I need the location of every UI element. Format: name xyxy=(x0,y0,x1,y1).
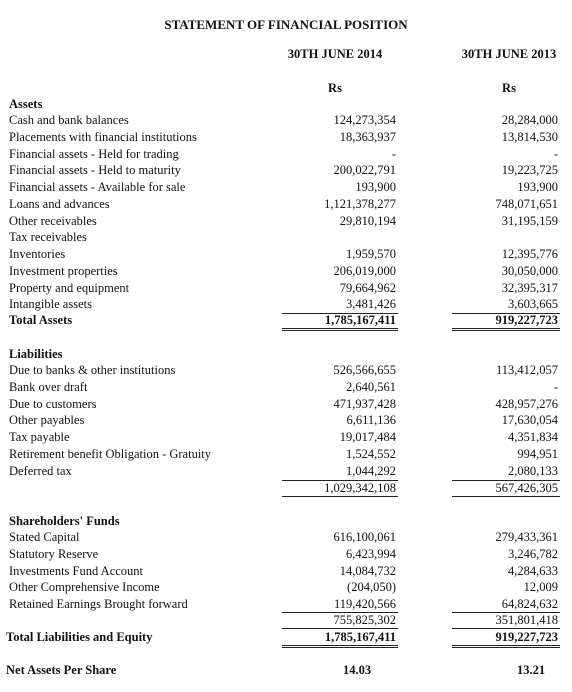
nav-per-share-2013: 13.21 xyxy=(516,663,546,677)
row-value-2013: 3,603,665 xyxy=(508,297,558,312)
row-label: Due to banks & other institutions xyxy=(9,363,176,377)
section-heading-equity: Shareholders' Funds xyxy=(9,514,120,528)
row-value-2013: 32,395,317 xyxy=(501,280,558,295)
row-label: Other Comprehensive Income xyxy=(9,580,160,595)
row-value-2014: 79,664,962 xyxy=(339,280,396,295)
row-value-2014: 18,363,937 xyxy=(339,129,396,144)
row-value-2014: 19,017,484 xyxy=(339,430,396,444)
row-value-2014: 3,481,426 xyxy=(346,297,396,312)
equity-subtotal-2013: 351,801,418 xyxy=(495,613,558,627)
row-value-2014: 124,273,354 xyxy=(333,113,396,127)
column-header-2013: 30TH JUNE 2013 xyxy=(461,47,557,61)
row-label: Tax payable xyxy=(9,430,70,444)
row-value-2014: 14,084,732 xyxy=(339,563,396,578)
double-underline xyxy=(282,647,398,648)
row-label: Deferred tax xyxy=(9,463,72,478)
row-label: Investments Fund Account xyxy=(9,563,144,578)
page-title: STATEMENT OF FINANCIAL POSITION xyxy=(164,17,408,32)
row-value-2013: 748,071,651 xyxy=(495,196,558,211)
row-value-2014: 1,121,378,277 xyxy=(324,196,396,211)
row-value-2013: 12,009 xyxy=(523,580,558,595)
double-underline xyxy=(452,645,560,646)
total-liabilities-equity-label: Total Liabilities and Equity xyxy=(6,630,153,644)
row-label: Bank over draft xyxy=(9,379,88,394)
section-heading-assets: Assets xyxy=(9,97,43,111)
divider-line xyxy=(452,628,560,629)
total-assets-2013: 919,227,723 xyxy=(495,313,558,327)
row-value-2013: 994,951 xyxy=(517,446,558,461)
double-underline xyxy=(282,328,398,329)
row-value-2014: 200,022,791 xyxy=(333,163,396,178)
double-underline xyxy=(282,330,398,331)
row-label: Placements with financial institutions xyxy=(9,129,197,144)
nav-per-share-2014: 14.03 xyxy=(342,663,372,677)
row-value-2014: 206,019,000 xyxy=(333,263,396,278)
row-label: Financial assets - Held for trading xyxy=(9,146,179,161)
row-value-2014: 29,810,194 xyxy=(339,213,396,228)
row-value-2013: 4,284,633 xyxy=(508,563,558,578)
double-underline xyxy=(452,647,560,648)
row-value-2014: 471,937,428 xyxy=(333,396,396,411)
row-label: Investment properties xyxy=(9,263,118,278)
row-value-2014: 6,611,136 xyxy=(346,413,396,428)
row-label: Intangible assets xyxy=(9,297,92,312)
row-value-2014: 2,640,561 xyxy=(346,379,396,394)
row-label: Due to customers xyxy=(9,396,97,411)
row-value-2013: 4,351,834 xyxy=(508,430,558,444)
row-label: Loans and advances xyxy=(9,196,110,211)
row-label: Financial assets - Held to maturity xyxy=(9,163,181,178)
row-value-2014: 119,420,566 xyxy=(333,597,396,611)
liabilities-subtotal-2014: 1,029,342,108 xyxy=(324,481,396,495)
row-value-2013: 17,630,054 xyxy=(501,413,558,428)
row-value-2013: 30,050,000 xyxy=(501,263,558,278)
total-liabilities-equity-2014: 1,785,167,411 xyxy=(324,630,396,644)
row-label: Other receivables xyxy=(9,213,97,228)
row-value-2013: - xyxy=(553,379,558,394)
total-assets-label: Total Assets xyxy=(9,313,73,327)
total-assets-2014: 1,785,167,411 xyxy=(324,313,396,327)
row-label: Retirement benefit Obligation - Gratuity xyxy=(9,446,212,461)
row-label: Stated Capital xyxy=(9,530,80,544)
row-value-2013: 12,395,776 xyxy=(501,247,558,261)
row-value-2013: 13,814,530 xyxy=(501,129,558,144)
row-value-2013: 28,284,000 xyxy=(501,113,558,127)
divider-line xyxy=(282,496,398,497)
row-value-2013: 3,246,782 xyxy=(508,546,558,561)
section-heading-liabilities: Liabilities xyxy=(9,347,63,361)
divider-line xyxy=(452,496,560,497)
row-value-2014: 1,524,552 xyxy=(346,446,396,461)
row-value-2013: 428,957,276 xyxy=(495,396,558,411)
row-value-2013: 2,080,133 xyxy=(508,463,558,478)
row-label: Financial assets - Available for sale xyxy=(9,180,186,194)
row-label: Property and equipment xyxy=(9,280,130,295)
row-value-2013: - xyxy=(553,146,558,161)
row-value-2013: 31,195,159 xyxy=(501,213,558,228)
column-header-2014: 30TH JUNE 2014 xyxy=(287,47,383,61)
double-underline xyxy=(452,328,560,329)
row-value-2014: 1,959,570 xyxy=(346,247,396,261)
row-value-2014: (204,050) xyxy=(347,580,396,595)
row-value-2014: 616,100,061 xyxy=(333,530,396,544)
row-value-2014: - xyxy=(391,146,396,161)
row-label: Statutory Reserve xyxy=(9,546,99,561)
row-value-2014: 6,423,994 xyxy=(346,546,396,561)
total-liabilities-equity-2013: 919,227,723 xyxy=(495,630,558,644)
row-label: Other payables xyxy=(9,413,85,428)
divider-line xyxy=(282,628,398,629)
row-value-2014: 1,044,292 xyxy=(346,463,396,478)
currency-label-2014: Rs xyxy=(328,81,342,95)
row-label: Tax receivables xyxy=(9,230,87,245)
row-value-2014: 526,566,655 xyxy=(333,363,396,377)
row-label: Cash and bank balances xyxy=(9,113,129,127)
double-underline xyxy=(282,645,398,646)
row-label: Inventories xyxy=(9,247,66,261)
row-value-2013: 19,223,725 xyxy=(501,163,558,178)
equity-subtotal-2014: 755,825,302 xyxy=(333,613,396,627)
double-underline xyxy=(452,330,560,331)
currency-label-2013: Rs xyxy=(502,81,516,95)
row-value-2013: 279,433,361 xyxy=(495,530,558,544)
liabilities-subtotal-2013: 567,426,305 xyxy=(495,481,558,495)
row-value-2013: 193,900 xyxy=(517,180,558,194)
nav-per-share-label: Net Assets Per Share xyxy=(6,663,117,677)
row-label: Retained Earnings Brought forward xyxy=(9,597,188,611)
row-value-2014: 193,900 xyxy=(355,180,396,194)
row-value-2013: 113,412,057 xyxy=(495,363,558,377)
row-value-2013: 64,824,632 xyxy=(501,597,558,611)
